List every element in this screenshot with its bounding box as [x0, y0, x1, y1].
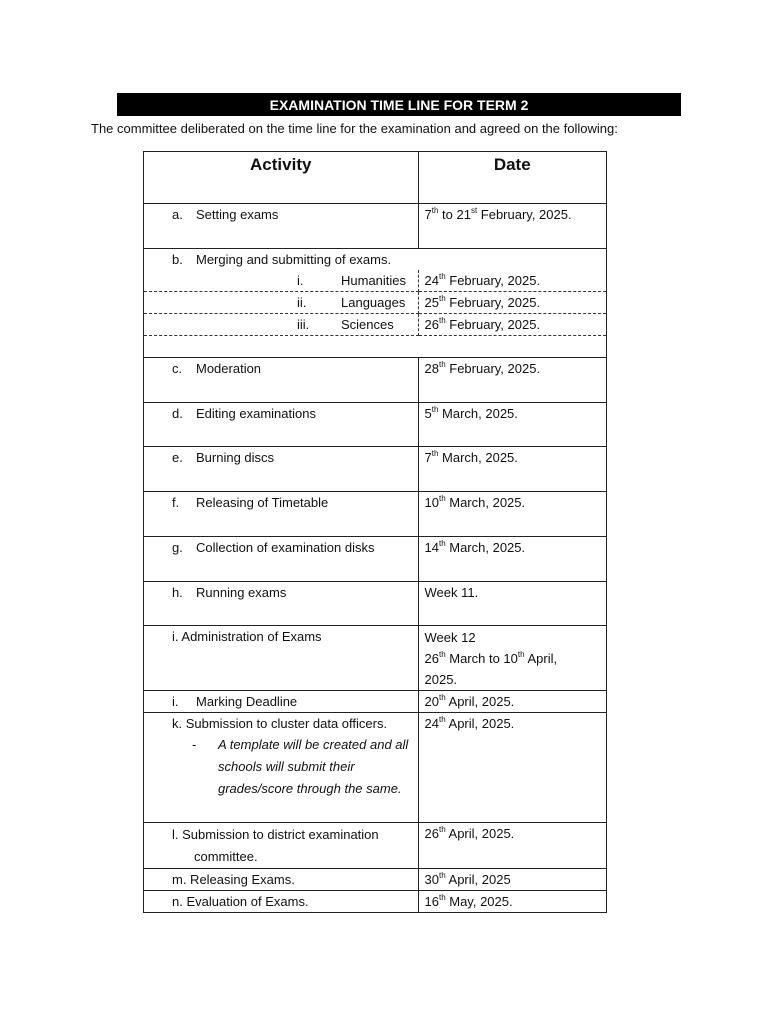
year-text: 2025.: [424, 672, 458, 687]
date-cell: 30th April, 2025: [418, 869, 607, 891]
item-label: a.: [172, 207, 183, 222]
sub-activity-name: Humanities: [341, 273, 407, 288]
item-label: e.: [172, 450, 183, 465]
activity-text: n. Evaluation of Exams.: [172, 894, 309, 909]
activity-text: Marking Deadline: [196, 694, 298, 709]
date-cell: 28th February, 2025.: [418, 358, 607, 403]
date-cell: 14th March, 2025.: [418, 537, 607, 582]
date-cell: [418, 626, 607, 691]
activity-cell: [144, 358, 419, 403]
roman-numeral: ii.: [297, 295, 307, 310]
activity-text: m. Releasing Exams.: [172, 872, 295, 887]
activity-text: Moderation: [196, 361, 262, 376]
activity-cell: [144, 891, 419, 913]
sub-row: [144, 314, 607, 336]
activity-text: l. Submission to district examination: [172, 827, 379, 842]
table-row: [144, 869, 607, 891]
activity-text: i. Administration of Exams: [172, 629, 322, 644]
activity-cell: [144, 582, 419, 626]
activity-cell: [144, 691, 419, 713]
document-title: EXAMINATION TIME LINE FOR TERM 2: [117, 93, 681, 116]
activity-cell: [144, 204, 419, 249]
date-cell: Week 11.: [418, 582, 607, 626]
activity-text: Merging and submitting of exams.: [196, 252, 392, 267]
date-cell: 7th to 21st February, 2025.: [418, 204, 607, 249]
table-row: [144, 358, 607, 403]
sub-activity-name: Sciences: [341, 317, 394, 332]
date-cell: 16th May, 2025.: [418, 891, 607, 913]
table-row: [144, 492, 607, 537]
sub-activity-name: Languages: [341, 295, 406, 310]
item-label: h.: [172, 585, 183, 600]
activity-text: Running exams: [196, 585, 287, 600]
sub-row: [144, 270, 607, 292]
date-cell: 10th March, 2025.: [418, 492, 607, 537]
date-cell: 20th April, 2025.: [418, 691, 607, 713]
table-row: [144, 403, 607, 447]
date-cell: 7th March, 2025.: [418, 447, 607, 492]
note-text: [172, 734, 418, 800]
date-cell: 5th March, 2025.: [418, 403, 607, 447]
table-row: [144, 891, 607, 913]
table-row: [144, 626, 607, 691]
activity-header: Activity: [144, 152, 419, 204]
activity-text: k. Submission to cluster data officers.: [172, 716, 388, 731]
item-label: i.: [172, 694, 179, 709]
activity-cell: [144, 403, 419, 447]
bullet-dash: -: [192, 737, 197, 752]
activity-cell: [144, 713, 419, 823]
activity-cell: [144, 823, 419, 869]
date-range: 26th March to 10th April,: [424, 649, 558, 666]
table-row: [144, 537, 607, 582]
header-row: [144, 152, 607, 204]
activity-cell: [144, 537, 419, 582]
item-label: f.: [172, 495, 180, 510]
item-label: d.: [172, 406, 183, 421]
table-row: [144, 582, 607, 626]
intro-paragraph: The committee deliberated on the time line for the examination and agreed on the following:: [91, 121, 618, 136]
item-label: b.: [172, 252, 183, 267]
table-row: [144, 823, 607, 869]
item-label: g.: [172, 540, 183, 555]
spacer-cell: [144, 336, 607, 358]
date-header: Date: [418, 152, 607, 204]
activity-text: Releasing of Timetable: [196, 495, 329, 510]
sub-activity-cell: [144, 292, 419, 314]
date-cell: 24th February, 2025.: [418, 270, 607, 292]
activity-text: Editing examinations: [196, 406, 316, 421]
date-cell: 26th February, 2025.: [418, 314, 607, 336]
activity-cell: [144, 869, 419, 891]
sub-row: [144, 292, 607, 314]
table-row: [144, 691, 607, 713]
activity-text: Collection of examination disks: [196, 540, 375, 555]
sub-activity-cell: [144, 270, 419, 292]
activity-cell: [144, 626, 419, 691]
roman-numeral: i.: [297, 273, 304, 288]
table-row: [144, 204, 607, 249]
spacer-row: [144, 336, 607, 358]
table-row: [144, 713, 607, 823]
date-cell: 26th April, 2025.: [418, 823, 607, 869]
activity-text: Burning discs: [196, 450, 275, 465]
date-cell: 25th February, 2025.: [418, 292, 607, 314]
activity-cell: [144, 492, 419, 537]
note-body: A template will be created and all schools will submit their grades/score through the same.: [218, 737, 409, 796]
week-text: Week 12: [424, 630, 476, 645]
table-row: [144, 249, 607, 271]
activity-cell: [144, 249, 607, 271]
activity-text: Setting exams: [196, 207, 279, 222]
item-label: c.: [172, 361, 183, 376]
sub-activity-cell: [144, 314, 419, 336]
timeline-table: [143, 151, 607, 913]
date-cell: 24th April, 2025.: [418, 713, 607, 823]
activity-cell: [144, 447, 419, 492]
activity-text-cont: committee.: [194, 849, 258, 864]
table-row: [144, 447, 607, 492]
roman-numeral: iii.: [297, 317, 310, 332]
